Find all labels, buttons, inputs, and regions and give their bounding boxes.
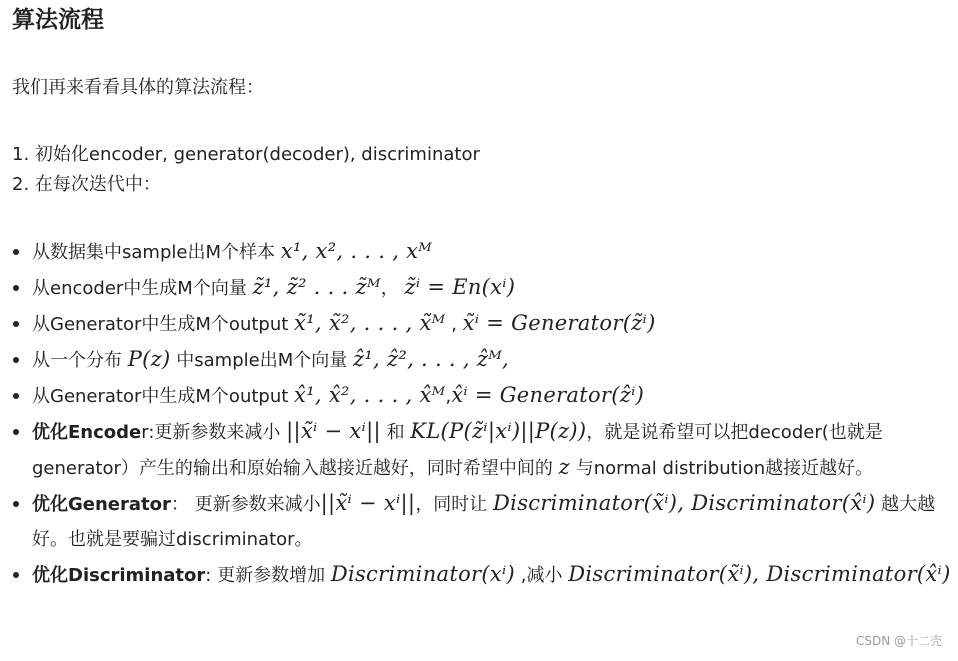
- math-expression: P(z): [127, 347, 171, 371]
- steps-list: [12, 140, 480, 200]
- math-expression: x¹, x², . . . , xᴹ: [280, 239, 433, 263]
- section-title: 算法流程: [12, 7, 104, 33]
- bullet-sample-data: 从数据集中sample出M个样本 x¹, x², . . . , xᴹ: [32, 234, 952, 270]
- bullet-generator-hat: 从Generator中生成M个output x̂¹, x̂², . . . , x̂ᴹ,x̂ⁱ = Generator(ẑⁱ): [32, 378, 952, 414]
- bold-label: 优化Encode: [32, 422, 142, 443]
- math-expression: x̃ⁱ = Generator(z̃ⁱ): [462, 311, 656, 335]
- math-expression: KL(P(z̃ⁱ|xⁱ)||P(z)): [410, 419, 587, 443]
- csdn-watermark: CSDN @十二壳: [855, 634, 942, 648]
- bullet-optimize-encoder: 优化Encoder:更新参数来减小 ||x̃ⁱ − xⁱ|| 和 KL(P(z̃ⁱ|xⁱ)||P(z))，就是说希望可以把decoder(也就是generator）产生的输出和原始输入越接近越好，同时希望中间的 z 与normal distribution越接近越好。: [32, 414, 952, 486]
- math-expression: Discriminator(x̃ⁱ), Discriminator(x̂ⁱ): [493, 491, 876, 515]
- math-expression: Discriminator(xⁱ): [330, 562, 516, 586]
- math-expression: x̂¹, x̂², . . . , x̂ᴹ: [294, 383, 446, 407]
- step-1: 1. 初始化encoder, generator(decoder), discriminator: [12, 144, 480, 165]
- math-expression: ||x̃ⁱ − xⁱ||: [320, 491, 416, 515]
- math-expression: x̃¹, x̃², . . . , x̃ᴹ: [294, 311, 446, 335]
- bold-label: 优化Discriminator: [32, 565, 206, 586]
- math-expression: ||x̃ⁱ − xⁱ||: [286, 419, 381, 443]
- math-expression: Discriminator(x̃ⁱ), Discriminator(x̂ⁱ): [568, 562, 951, 586]
- math-expression: z̃¹, z̃² . . . z̃ᴹ: [252, 275, 381, 299]
- math-expression: z̃ⁱ = En(xⁱ): [404, 275, 516, 299]
- math-expression: ẑ¹, ẑ², . . . , ẑᴹ,: [352, 347, 510, 371]
- bullet-generator-tilde: 从Generator中生成M个output x̃¹, x̃², . . . , x̃ᴹ , x̃ⁱ = Generator(z̃ⁱ): [32, 306, 952, 342]
- math-expression: z: [558, 455, 570, 479]
- bullet-prior-sample: 从一个分布 P(z) 中sample出M个向量 ẑ¹, ẑ², . . . , ẑᴹ,: [32, 342, 952, 378]
- intro-text: 我们再来看看具体的算法流程：: [12, 77, 264, 98]
- bullet-encoder: 从encoder中生成M个向量 z̃¹, z̃² . . . z̃ᴹ， z̃ⁱ = En(xⁱ): [32, 270, 952, 306]
- math-expression: x̂ⁱ = Generator(ẑⁱ): [451, 383, 645, 407]
- step-2: 2. 在每次迭代中：: [12, 174, 161, 195]
- iteration-bullets: [0, 234, 952, 593]
- bullet-optimize-discriminator: 优化Discriminator: 更新参数增加 Discriminator(xⁱ) ,减小 Discriminator(x̃ⁱ), Discriminator(x̂ⁱ): [32, 557, 952, 593]
- bullet-optimize-generator: 优化Generator： 更新参数来减小||x̃ⁱ − xⁱ||，同时让 Discriminator(x̃ⁱ), Discriminator(x̂ⁱ) 越大越好。也就是要骗过discriminator。: [32, 486, 952, 557]
- bold-label: 优化Generator: [32, 494, 171, 515]
